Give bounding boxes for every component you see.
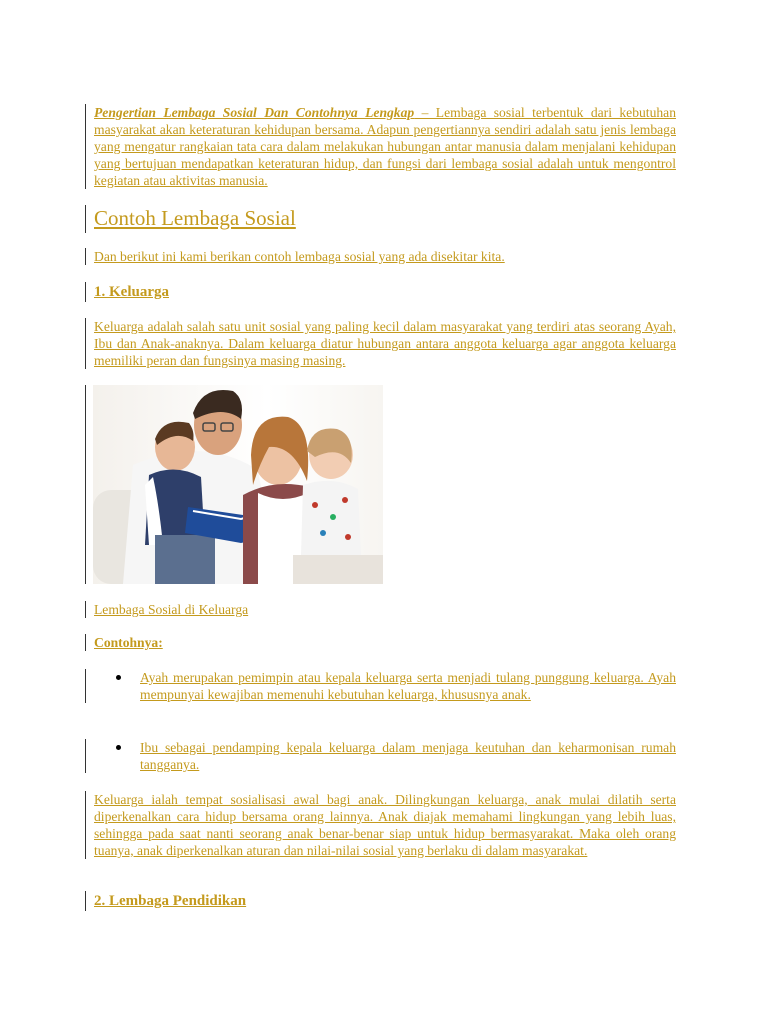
section-intro-block — [85, 248, 676, 265]
pendidikan-heading-block — [85, 891, 676, 911]
examples-label-block — [85, 634, 676, 651]
bullet-dot-icon — [116, 745, 121, 750]
intro-lead-link[interactable]: Pengertian Lembaga Sosial Dan Contohnya Lengkap — [94, 105, 415, 120]
bullet-text[interactable]: Ayah merupakan pemimpin atau kepala keluarga serta menjadi tulang punggung keluarga. Ayah mempunyai kewajiban memenuhi kebutuhan keluarga, khususnya anak. — [140, 670, 676, 702]
intro-text: – Lembaga sosial terbentuk dari kebutuhan masyarakat akan keteraturan kehidupan bersama. Adapun pengertiannya sendiri adalah satu jenis lembaga yang mengatur rangkaian tata cara dalam melakukan hubungan antar manusia dalam menjalani kehidupan yang bertujuan mendapatkan keteraturan hidup, dan fungsi dari lembaga sosial adalah untuk mengontrol kegiatan atau aktivitas manusia. — [94, 105, 676, 188]
bullet-text[interactable]: Ibu sebagai pendamping kepala keluarga dalam menjaga keutuhan dan keharmonisan rumah tangganya. — [140, 740, 676, 772]
closing-paragraph-block — [85, 791, 676, 859]
keluarga-paragraph-block — [85, 318, 676, 369]
bullet-dot-icon — [116, 675, 121, 680]
keluarga-paragraph[interactable]: Keluarga adalah salah satu unit sosial yang paling kecil dalam masyarakat yang terdiri atas seorang Ayah, Ibu dan Anak-anaknya. Dalam keluarga diatur hubungan antara anggota keluarga agar anggota keluarga memiliki peran dan fungsinya masing masing. — [94, 319, 676, 368]
family-photo — [93, 385, 383, 584]
section-heading-block — [85, 205, 676, 233]
intro-paragraph[interactable] — [94, 104, 676, 189]
pendidikan-heading[interactable]: 2. Lembaga Pendidikan — [94, 893, 247, 909]
photo-rule — [85, 385, 86, 584]
examples-label[interactable]: Contohnya: — [94, 635, 163, 650]
caption-block — [85, 601, 676, 618]
section-intro[interactable]: Dan berikut ini kami berikan contoh lembaga sosial yang ada disekitar kita. — [94, 249, 505, 264]
intro-block — [85, 104, 676, 189]
closing-paragraph[interactable]: Keluarga ialah tempat sosialisasi awal bagi anak. Dilingkungan keluarga, anak mulai dilatih serta diperkenalkan cara hidup bersama orang lainnya. Anak diajak memahami lingkungan yang lebih luas, sehingga pada saat nanti seorang anak benar-benar siap untuk hidup bermasyarakat. Maka oleh orang tuanya, anak diperkenalkan aturan dan nilai-nilai sosial yang berlaku di dalam masyarakat. — [94, 792, 676, 858]
keluarga-heading[interactable]: 1. Keluarga — [94, 284, 169, 300]
section-heading[interactable]: Contoh Lembaga Sosial — [94, 206, 296, 230]
keluarga-heading-block — [85, 282, 676, 302]
photo-caption[interactable]: Lembaga Sosial di Keluarga — [94, 602, 249, 617]
list-item — [85, 739, 676, 773]
list-item — [85, 669, 676, 703]
